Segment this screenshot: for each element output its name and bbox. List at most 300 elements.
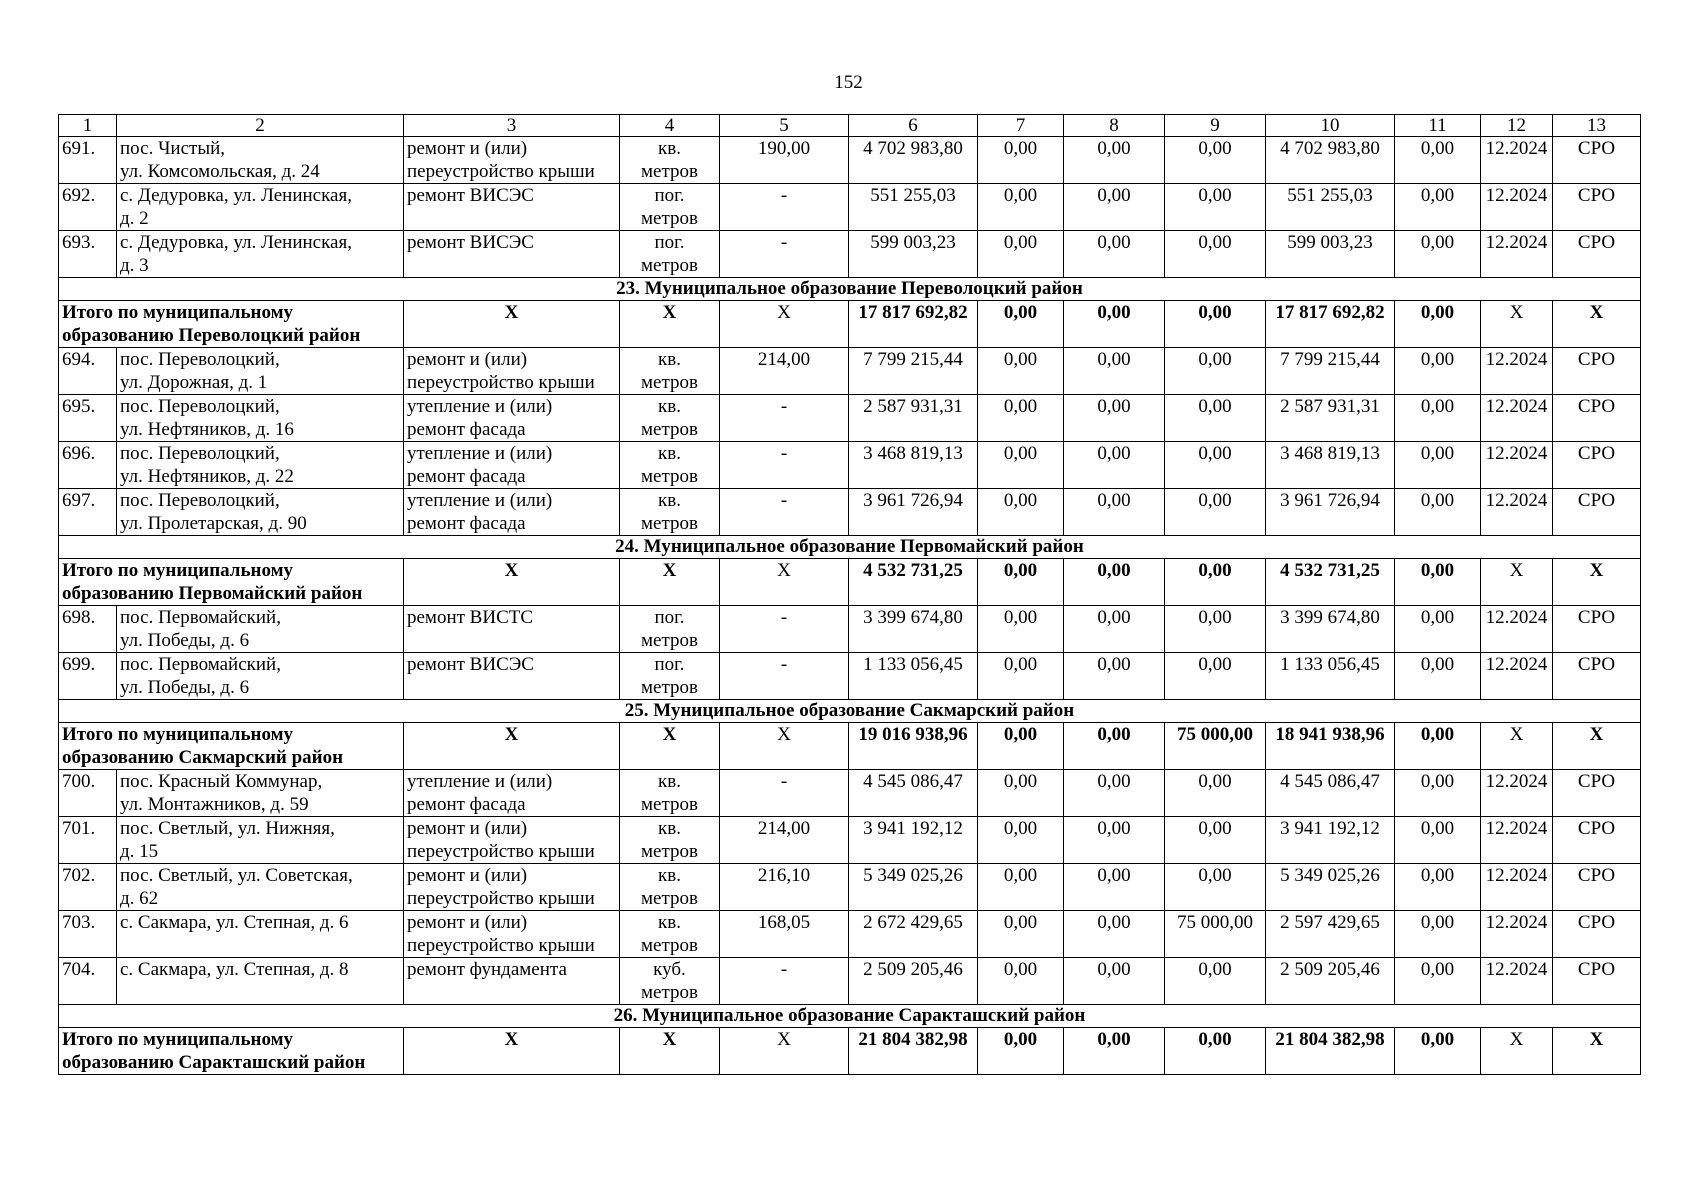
address-line: д. 62 <box>120 888 159 909</box>
table-row <box>59 606 1641 653</box>
unit-line: метров <box>641 513 698 534</box>
value-cell: 0,00 <box>1064 231 1165 278</box>
total-cell: X <box>1481 559 1553 606</box>
unit-cell <box>620 606 720 653</box>
work-type-line: переустройство крыши <box>407 888 595 909</box>
value-cell: 2 509 205,46 <box>849 958 978 1005</box>
unit-cell <box>620 395 720 442</box>
date-cell: 12.2024 <box>1481 653 1553 700</box>
value-cell: 0,00 <box>1395 442 1481 489</box>
total-cell: 0,00 <box>978 559 1064 606</box>
value-cell: 3 399 674,80 <box>1266 606 1395 653</box>
value-cell: 3 961 726,94 <box>849 489 978 536</box>
work-type-cell <box>404 231 620 278</box>
total-row <box>59 559 1641 606</box>
executor-cell: СРО <box>1553 864 1641 911</box>
work-type-cell <box>404 770 620 817</box>
row-number: 693. <box>59 231 117 278</box>
work-type-line: ремонт ВИСЭС <box>407 232 534 253</box>
unit-line: куб. <box>653 959 686 980</box>
total-cell: 4 532 731,25 <box>1266 559 1395 606</box>
total-cell: 17 817 692,82 <box>849 301 978 348</box>
value-cell: 0,00 <box>1064 442 1165 489</box>
work-type-cell <box>404 864 620 911</box>
address-cell <box>117 770 404 817</box>
value-cell: 551 255,03 <box>849 184 978 231</box>
total-label-line: образованию Переволоцкий район <box>62 325 361 346</box>
value-cell: 7 799 215,44 <box>1266 348 1395 395</box>
value-cell: 3 941 192,12 <box>849 817 978 864</box>
total-label-line: Итого по муниципальному <box>62 302 294 323</box>
date-cell: 12.2024 <box>1481 184 1553 231</box>
date-cell: 12.2024 <box>1481 864 1553 911</box>
total-cell: 18 941 938,96 <box>1266 723 1395 770</box>
table-body <box>59 115 1641 1075</box>
address-line: с. Сакмара, ул. Степная, д. 8 <box>120 959 349 980</box>
value-cell: 0,00 <box>978 231 1064 278</box>
total-label-line: образованию Саракташский район <box>62 1052 366 1073</box>
column-header-row <box>59 115 1641 137</box>
value-cell: 3 941 192,12 <box>1266 817 1395 864</box>
address-cell <box>117 606 404 653</box>
value-cell: 0,00 <box>1064 817 1165 864</box>
address-line: пос. Светлый, ул. Нижняя, <box>120 818 335 839</box>
address-line: с. Сакмара, ул. Степная, д. 6 <box>120 912 349 933</box>
unit-cell <box>620 653 720 700</box>
total-cell: 0,00 <box>1064 559 1165 606</box>
total-cell: 0,00 <box>978 723 1064 770</box>
total-row <box>59 1028 1641 1075</box>
value-cell: 0,00 <box>1395 817 1481 864</box>
section-title: 23. Муниципальное образование Переволоцкий район <box>59 278 1641 301</box>
unit-line: метров <box>641 677 698 698</box>
section-title: 25. Муниципальное образование Сакмарский район <box>59 700 1641 723</box>
value-cell: 0,00 <box>1064 395 1165 442</box>
total-label-line: Итого по муниципальному <box>62 1029 294 1050</box>
unit-line: метров <box>641 372 698 393</box>
row-number: 696. <box>59 442 117 489</box>
unit-cell <box>620 770 720 817</box>
value-cell: - <box>720 958 849 1005</box>
address-cell <box>117 489 404 536</box>
value-cell: 1 133 056,45 <box>1266 653 1395 700</box>
column-header: 1 <box>59 115 117 137</box>
value-cell: - <box>720 770 849 817</box>
value-cell: 0,00 <box>1165 770 1266 817</box>
value-cell: 0,00 <box>1064 770 1165 817</box>
unit-line: метров <box>641 419 698 440</box>
value-cell: 0,00 <box>978 864 1064 911</box>
address-line: пос. Переволоцкий, <box>120 490 280 511</box>
date-cell: 12.2024 <box>1481 348 1553 395</box>
column-header: 13 <box>1553 115 1641 137</box>
total-cell: 0,00 <box>1165 301 1266 348</box>
work-type-line: ремонт и (или) <box>407 818 528 839</box>
value-cell: 0,00 <box>1165 395 1266 442</box>
row-number: 700. <box>59 770 117 817</box>
value-cell: 0,00 <box>1395 770 1481 817</box>
address-cell <box>117 653 404 700</box>
row-number: 691. <box>59 137 117 184</box>
value-cell: 0,00 <box>1165 653 1266 700</box>
address-line: ул. Победы, д. 6 <box>120 630 250 651</box>
total-cell: X <box>404 723 620 770</box>
total-cell: X <box>620 1028 720 1075</box>
row-number: 704. <box>59 958 117 1005</box>
value-cell: 0,00 <box>1064 653 1165 700</box>
value-cell: 2 509 205,46 <box>1266 958 1395 1005</box>
value-cell: 0,00 <box>1165 817 1266 864</box>
total-cell: X <box>1481 723 1553 770</box>
executor-cell: СРО <box>1553 489 1641 536</box>
value-cell: 216,10 <box>720 864 849 911</box>
total-row <box>59 301 1641 348</box>
value-cell: 0,00 <box>1064 489 1165 536</box>
executor-cell: СРО <box>1553 231 1641 278</box>
total-cell: X <box>1553 301 1641 348</box>
total-label-line: Итого по муниципальному <box>62 560 294 581</box>
unit-cell <box>620 442 720 489</box>
table-row <box>59 864 1641 911</box>
table-row <box>59 489 1641 536</box>
work-type-line: ремонт ВИСЭС <box>407 185 534 206</box>
column-header: 2 <box>117 115 404 137</box>
value-cell: - <box>720 489 849 536</box>
value-cell: 0,00 <box>1395 395 1481 442</box>
value-cell: 4 702 983,80 <box>849 137 978 184</box>
unit-cell <box>620 137 720 184</box>
column-header: 5 <box>720 115 849 137</box>
unit-line: пог. <box>654 654 685 675</box>
date-cell: 12.2024 <box>1481 911 1553 958</box>
value-cell: 168,05 <box>720 911 849 958</box>
row-number: 703. <box>59 911 117 958</box>
address-cell <box>117 137 404 184</box>
address-line: пос. Первомайский, <box>120 607 281 628</box>
row-number: 695. <box>59 395 117 442</box>
value-cell: 3 468 819,13 <box>1266 442 1395 489</box>
date-cell: 12.2024 <box>1481 395 1553 442</box>
total-cell: 17 817 692,82 <box>1266 301 1395 348</box>
value-cell: 0,00 <box>1395 137 1481 184</box>
total-cell: X <box>720 559 849 606</box>
unit-line: пог. <box>654 607 685 628</box>
row-number: 698. <box>59 606 117 653</box>
address-line: ул. Нефтяников, д. 16 <box>120 419 294 440</box>
value-cell: 2 587 931,31 <box>849 395 978 442</box>
value-cell: 0,00 <box>1064 864 1165 911</box>
value-cell: 4 545 086,47 <box>849 770 978 817</box>
value-cell: 5 349 025,26 <box>849 864 978 911</box>
value-cell: 0,00 <box>1165 231 1266 278</box>
unit-line: метров <box>641 982 698 1003</box>
value-cell: 0,00 <box>1165 184 1266 231</box>
value-cell: 214,00 <box>720 348 849 395</box>
value-cell: 3 399 674,80 <box>849 606 978 653</box>
value-cell: 0,00 <box>1165 606 1266 653</box>
date-cell: 12.2024 <box>1481 137 1553 184</box>
work-type-cell <box>404 958 620 1005</box>
column-header: 3 <box>404 115 620 137</box>
date-cell: 12.2024 <box>1481 489 1553 536</box>
work-type-cell <box>404 489 620 536</box>
value-cell: 0,00 <box>1064 911 1165 958</box>
value-cell: 0,00 <box>1395 864 1481 911</box>
value-cell: 0,00 <box>1165 864 1266 911</box>
executor-cell: СРО <box>1553 395 1641 442</box>
value-cell: 0,00 <box>978 184 1064 231</box>
work-type-line: утепление и (или) <box>407 490 553 511</box>
date-cell: 12.2024 <box>1481 958 1553 1005</box>
section-row <box>59 536 1641 559</box>
value-cell: 599 003,23 <box>1266 231 1395 278</box>
value-cell: 4 545 086,47 <box>1266 770 1395 817</box>
executor-cell: СРО <box>1553 442 1641 489</box>
address-line: ул. Дорожная, д. 1 <box>120 372 268 393</box>
total-cell: X <box>720 1028 849 1075</box>
total-cell: 0,00 <box>1165 559 1266 606</box>
total-cell: 0,00 <box>978 1028 1064 1075</box>
table-row <box>59 653 1641 700</box>
work-type-line: ремонт фасада <box>407 419 526 440</box>
unit-cell <box>620 184 720 231</box>
executor-cell: СРО <box>1553 184 1641 231</box>
value-cell: - <box>720 442 849 489</box>
value-cell: 0,00 <box>978 442 1064 489</box>
value-cell: 0,00 <box>1165 489 1266 536</box>
table-row <box>59 817 1641 864</box>
work-type-line: переустройство крыши <box>407 935 595 956</box>
program-table <box>58 114 1641 1075</box>
unit-cell <box>620 489 720 536</box>
table-row <box>59 231 1641 278</box>
unit-line: метров <box>641 794 698 815</box>
value-cell: 0,00 <box>1395 606 1481 653</box>
value-cell: 0,00 <box>1395 911 1481 958</box>
executor-cell: СРО <box>1553 911 1641 958</box>
value-cell: 3 961 726,94 <box>1266 489 1395 536</box>
unit-line: кв. <box>658 771 681 792</box>
total-label <box>59 301 404 348</box>
address-line: ул. Победы, д. 6 <box>120 677 250 698</box>
total-label <box>59 1028 404 1075</box>
total-label <box>59 723 404 770</box>
unit-line: метров <box>641 161 698 182</box>
date-cell: 12.2024 <box>1481 817 1553 864</box>
column-header: 6 <box>849 115 978 137</box>
address-line: пос. Переволоцкий, <box>120 349 280 370</box>
work-type-cell <box>404 442 620 489</box>
work-type-line: утепление и (или) <box>407 771 553 792</box>
total-cell: X <box>1553 559 1641 606</box>
value-cell: - <box>720 395 849 442</box>
total-cell: 0,00 <box>1395 723 1481 770</box>
total-cell: 0,00 <box>978 301 1064 348</box>
work-type-cell <box>404 817 620 864</box>
work-type-line: утепление и (или) <box>407 443 553 464</box>
total-cell: 19 016 938,96 <box>849 723 978 770</box>
row-number: 702. <box>59 864 117 911</box>
value-cell: 0,00 <box>1165 958 1266 1005</box>
address-cell <box>117 442 404 489</box>
address-line: ул. Пролетарская, д. 90 <box>120 513 307 534</box>
value-cell: 0,00 <box>1165 442 1266 489</box>
address-line: д. 2 <box>120 208 149 229</box>
address-cell <box>117 184 404 231</box>
section-row <box>59 278 1641 301</box>
unit-line: кв. <box>658 443 681 464</box>
column-header: 9 <box>1165 115 1266 137</box>
value-cell: 0,00 <box>1064 348 1165 395</box>
value-cell: 0,00 <box>1064 184 1165 231</box>
section-title: 24. Муниципальное образование Первомайский район <box>59 536 1641 559</box>
total-cell: 21 804 382,98 <box>1266 1028 1395 1075</box>
address-line: с. Дедуровка, ул. Ленинская, <box>120 185 352 206</box>
date-cell: 12.2024 <box>1481 606 1553 653</box>
row-number: 692. <box>59 184 117 231</box>
table-row <box>59 442 1641 489</box>
total-cell: X <box>1481 301 1553 348</box>
unit-line: кв. <box>658 349 681 370</box>
address-cell <box>117 395 404 442</box>
table-row <box>59 911 1641 958</box>
value-cell: 1 133 056,45 <box>849 653 978 700</box>
row-number: 699. <box>59 653 117 700</box>
work-type-line: ремонт и (или) <box>407 865 528 886</box>
total-cell: 21 804 382,98 <box>849 1028 978 1075</box>
total-cell: X <box>1553 1028 1641 1075</box>
executor-cell: СРО <box>1553 137 1641 184</box>
total-cell: X <box>720 301 849 348</box>
page-number: 152 <box>834 72 863 93</box>
total-cell: X <box>620 301 720 348</box>
total-cell: X <box>1481 1028 1553 1075</box>
table-row <box>59 395 1641 442</box>
total-cell: X <box>620 559 720 606</box>
address-cell <box>117 958 404 1005</box>
value-cell: 0,00 <box>978 653 1064 700</box>
address-cell <box>117 864 404 911</box>
value-cell: 0,00 <box>978 489 1064 536</box>
unit-line: кв. <box>658 865 681 886</box>
value-cell: 0,00 <box>1064 137 1165 184</box>
executor-cell: СРО <box>1553 958 1641 1005</box>
value-cell: 190,00 <box>720 137 849 184</box>
work-type-line: ремонт и (или) <box>407 912 528 933</box>
value-cell: 7 799 215,44 <box>849 348 978 395</box>
unit-line: метров <box>641 888 698 909</box>
value-cell: 0,00 <box>978 958 1064 1005</box>
value-cell: 3 468 819,13 <box>849 442 978 489</box>
unit-line: метров <box>641 255 698 276</box>
value-cell: 0,00 <box>1064 606 1165 653</box>
unit-line: метров <box>641 466 698 487</box>
value-cell: - <box>720 606 849 653</box>
row-number: 694. <box>59 348 117 395</box>
value-cell: 0,00 <box>1395 958 1481 1005</box>
total-cell: X <box>720 723 849 770</box>
row-number: 701. <box>59 817 117 864</box>
value-cell: 551 255,03 <box>1266 184 1395 231</box>
work-type-line: ремонт ВИСТС <box>407 607 534 628</box>
work-type-line: переустройство крыши <box>407 841 595 862</box>
total-cell: 4 532 731,25 <box>849 559 978 606</box>
work-type-line: ремонт и (или) <box>407 349 528 370</box>
total-label <box>59 559 404 606</box>
total-label-line: образованию Первомайский район <box>62 583 363 604</box>
unit-cell <box>620 911 720 958</box>
work-type-line: ремонт фасада <box>407 466 526 487</box>
work-type-line: переустройство крыши <box>407 372 595 393</box>
address-line: ул. Комсомольская, д. 24 <box>120 161 320 182</box>
value-cell: 0,00 <box>1064 958 1165 1005</box>
unit-line: кв. <box>658 490 681 511</box>
value-cell: 0,00 <box>1395 184 1481 231</box>
value-cell: - <box>720 653 849 700</box>
address-line: пос. Чистый, <box>120 138 226 159</box>
value-cell: 0,00 <box>1165 137 1266 184</box>
unit-line: пог. <box>654 185 685 206</box>
work-type-line: ремонт фасада <box>407 794 526 815</box>
unit-line: метров <box>641 841 698 862</box>
value-cell: 0,00 <box>1165 348 1266 395</box>
total-cell: X <box>620 723 720 770</box>
unit-cell <box>620 817 720 864</box>
unit-cell <box>620 348 720 395</box>
value-cell: 0,00 <box>978 348 1064 395</box>
total-cell: 0,00 <box>1165 1028 1266 1075</box>
address-line: ул. Монтажников, д. 59 <box>120 794 309 815</box>
value-cell: 214,00 <box>720 817 849 864</box>
address-line: д. 3 <box>120 255 149 276</box>
section-title: 26. Муниципальное образование Саракташский район <box>59 1005 1641 1028</box>
column-header: 12 <box>1481 115 1553 137</box>
unit-line: кв. <box>658 396 681 417</box>
address-line: с. Дедуровка, ул. Ленинская, <box>120 232 352 253</box>
value-cell: 2 587 931,31 <box>1266 395 1395 442</box>
executor-cell: СРО <box>1553 653 1641 700</box>
total-cell: 0,00 <box>1064 301 1165 348</box>
unit-line: метров <box>641 935 698 956</box>
total-label-line: образованию Сакмарский район <box>62 747 344 768</box>
work-type-cell <box>404 137 620 184</box>
column-header: 4 <box>620 115 720 137</box>
value-cell: 2 597 429,65 <box>1266 911 1395 958</box>
total-cell: 0,00 <box>1395 301 1481 348</box>
column-header: 11 <box>1395 115 1481 137</box>
address-cell <box>117 231 404 278</box>
address-line: пос. Переволоцкий, <box>120 396 280 417</box>
section-row <box>59 1005 1641 1028</box>
executor-cell: СРО <box>1553 817 1641 864</box>
unit-cell <box>620 958 720 1005</box>
unit-line: метров <box>641 208 698 229</box>
executor-cell: СРО <box>1553 770 1641 817</box>
value-cell: 75 000,00 <box>1165 911 1266 958</box>
address-line: ул. Нефтяников, д. 22 <box>120 466 294 487</box>
date-cell: 12.2024 <box>1481 231 1553 278</box>
unit-line: пог. <box>654 232 685 253</box>
value-cell: 0,00 <box>978 137 1064 184</box>
value-cell: 0,00 <box>1395 348 1481 395</box>
work-type-cell <box>404 911 620 958</box>
value-cell: 0,00 <box>978 395 1064 442</box>
work-type-line: ремонт фундамента <box>407 959 567 980</box>
work-type-line: ремонт и (или) <box>407 138 528 159</box>
address-line: пос. Светлый, ул. Советская, <box>120 865 353 886</box>
work-type-cell <box>404 653 620 700</box>
table-row <box>59 770 1641 817</box>
